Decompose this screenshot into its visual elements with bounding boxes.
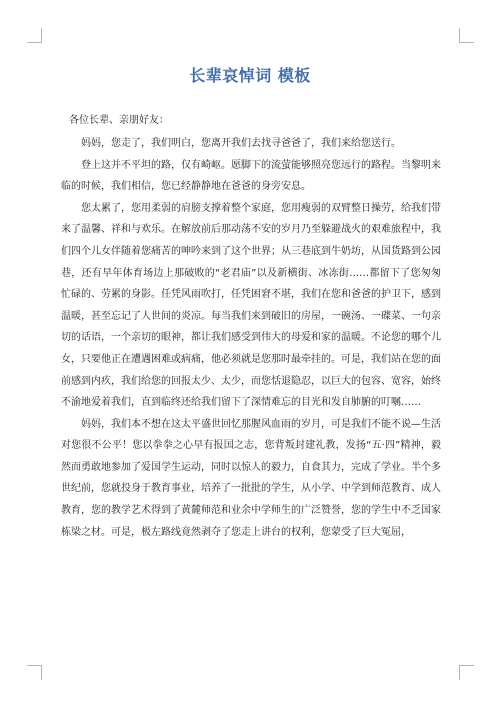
page-corner-mark-top-right [459, 28, 474, 43]
page-corner-mark-bottom-left [27, 665, 42, 680]
paragraph: 妈妈，我们本不想在这太平盛世回忆那腥风血雨的岁月，可是我们不能不说—生活对您很不公平！您以拳拳之心早有报国之志，您背叛封建礼教，发扬“五·四”精神，毅然而勇敢地参加了爱国学生运动，同时以惊人的毅力，自食其力，完成了学业。半个多世纪前，您就投身于教育事业，培养了一批批的学生，从小学、中学到师范教育、成人教育，您的教学艺术得到了黄麓师范和业余中学师生的广泛赞誉，您的学生中不乏国家栋梁之材。可是，极左路线竟然剥夺了您走上讲台的权利，您蒙受了巨大冤屈， [61, 418, 441, 538]
document-title: 长辈哀悼词 模板 [189, 66, 311, 85]
page-corner-mark-bottom-right [459, 665, 474, 680]
document-body [61, 110, 441, 543]
paragraph: 妈妈，您走了，我们明白，您离开我们去找寻爸爸了，我们来给您送行。 [81, 137, 401, 149]
page-corner-mark-top-left [27, 28, 42, 43]
greeting-line: 各位长辈、亲朋好友： [69, 115, 169, 126]
paragraph: 您太累了，您用柔弱的肩膀支撑着整个家庭，您用瘦弱的双臂整日操劳，给我们带来了温馨、祥和与欢乐。在解放前后那动荡不安的岁月乃至躲避战火的艰难旅程中，我们四个儿女伴随着您痛苦的呻吟来到了这个世界；从三巷底到牛奶坊，从国货路到公园巷，还有早年体育场边上那破败的“老君庙”以及新横街、冰冻街……都留下了您匆匆忙碌的、劳累的身影。任凭风雨吹打，任凭困窘不堪，我们在您和爸爸的护卫下，感到温暖，甚至忘记了人世间的炎凉。每当我们来到破旧的房屋，一碗汤、一碟菜、一句亲切的话语，一个亲切的眼神，都让我们感受到伟大的母爱和家的温暖。不论您的哪个儿女，只要他正在遭遇困难或病痛，他必须就是您那时最牵挂的。可是，我们站在您的面前感到内疚，我们给您的回报太少、太少，而您恬退隐忍，以巨大的包容、宽容，始终不渝地爱着我们，直到临终还给我们留下了深情难忘的目光和发自肺腑的叮嘱…… [61, 202, 441, 409]
paragraph: 登上这并不平坦的路，仅有崎岖。愿脚下的流萤能够照亮您远行的路程。当黎明来临的时候，我们相信，您已经静静地在爸爸的身旁安息。 [61, 159, 441, 193]
